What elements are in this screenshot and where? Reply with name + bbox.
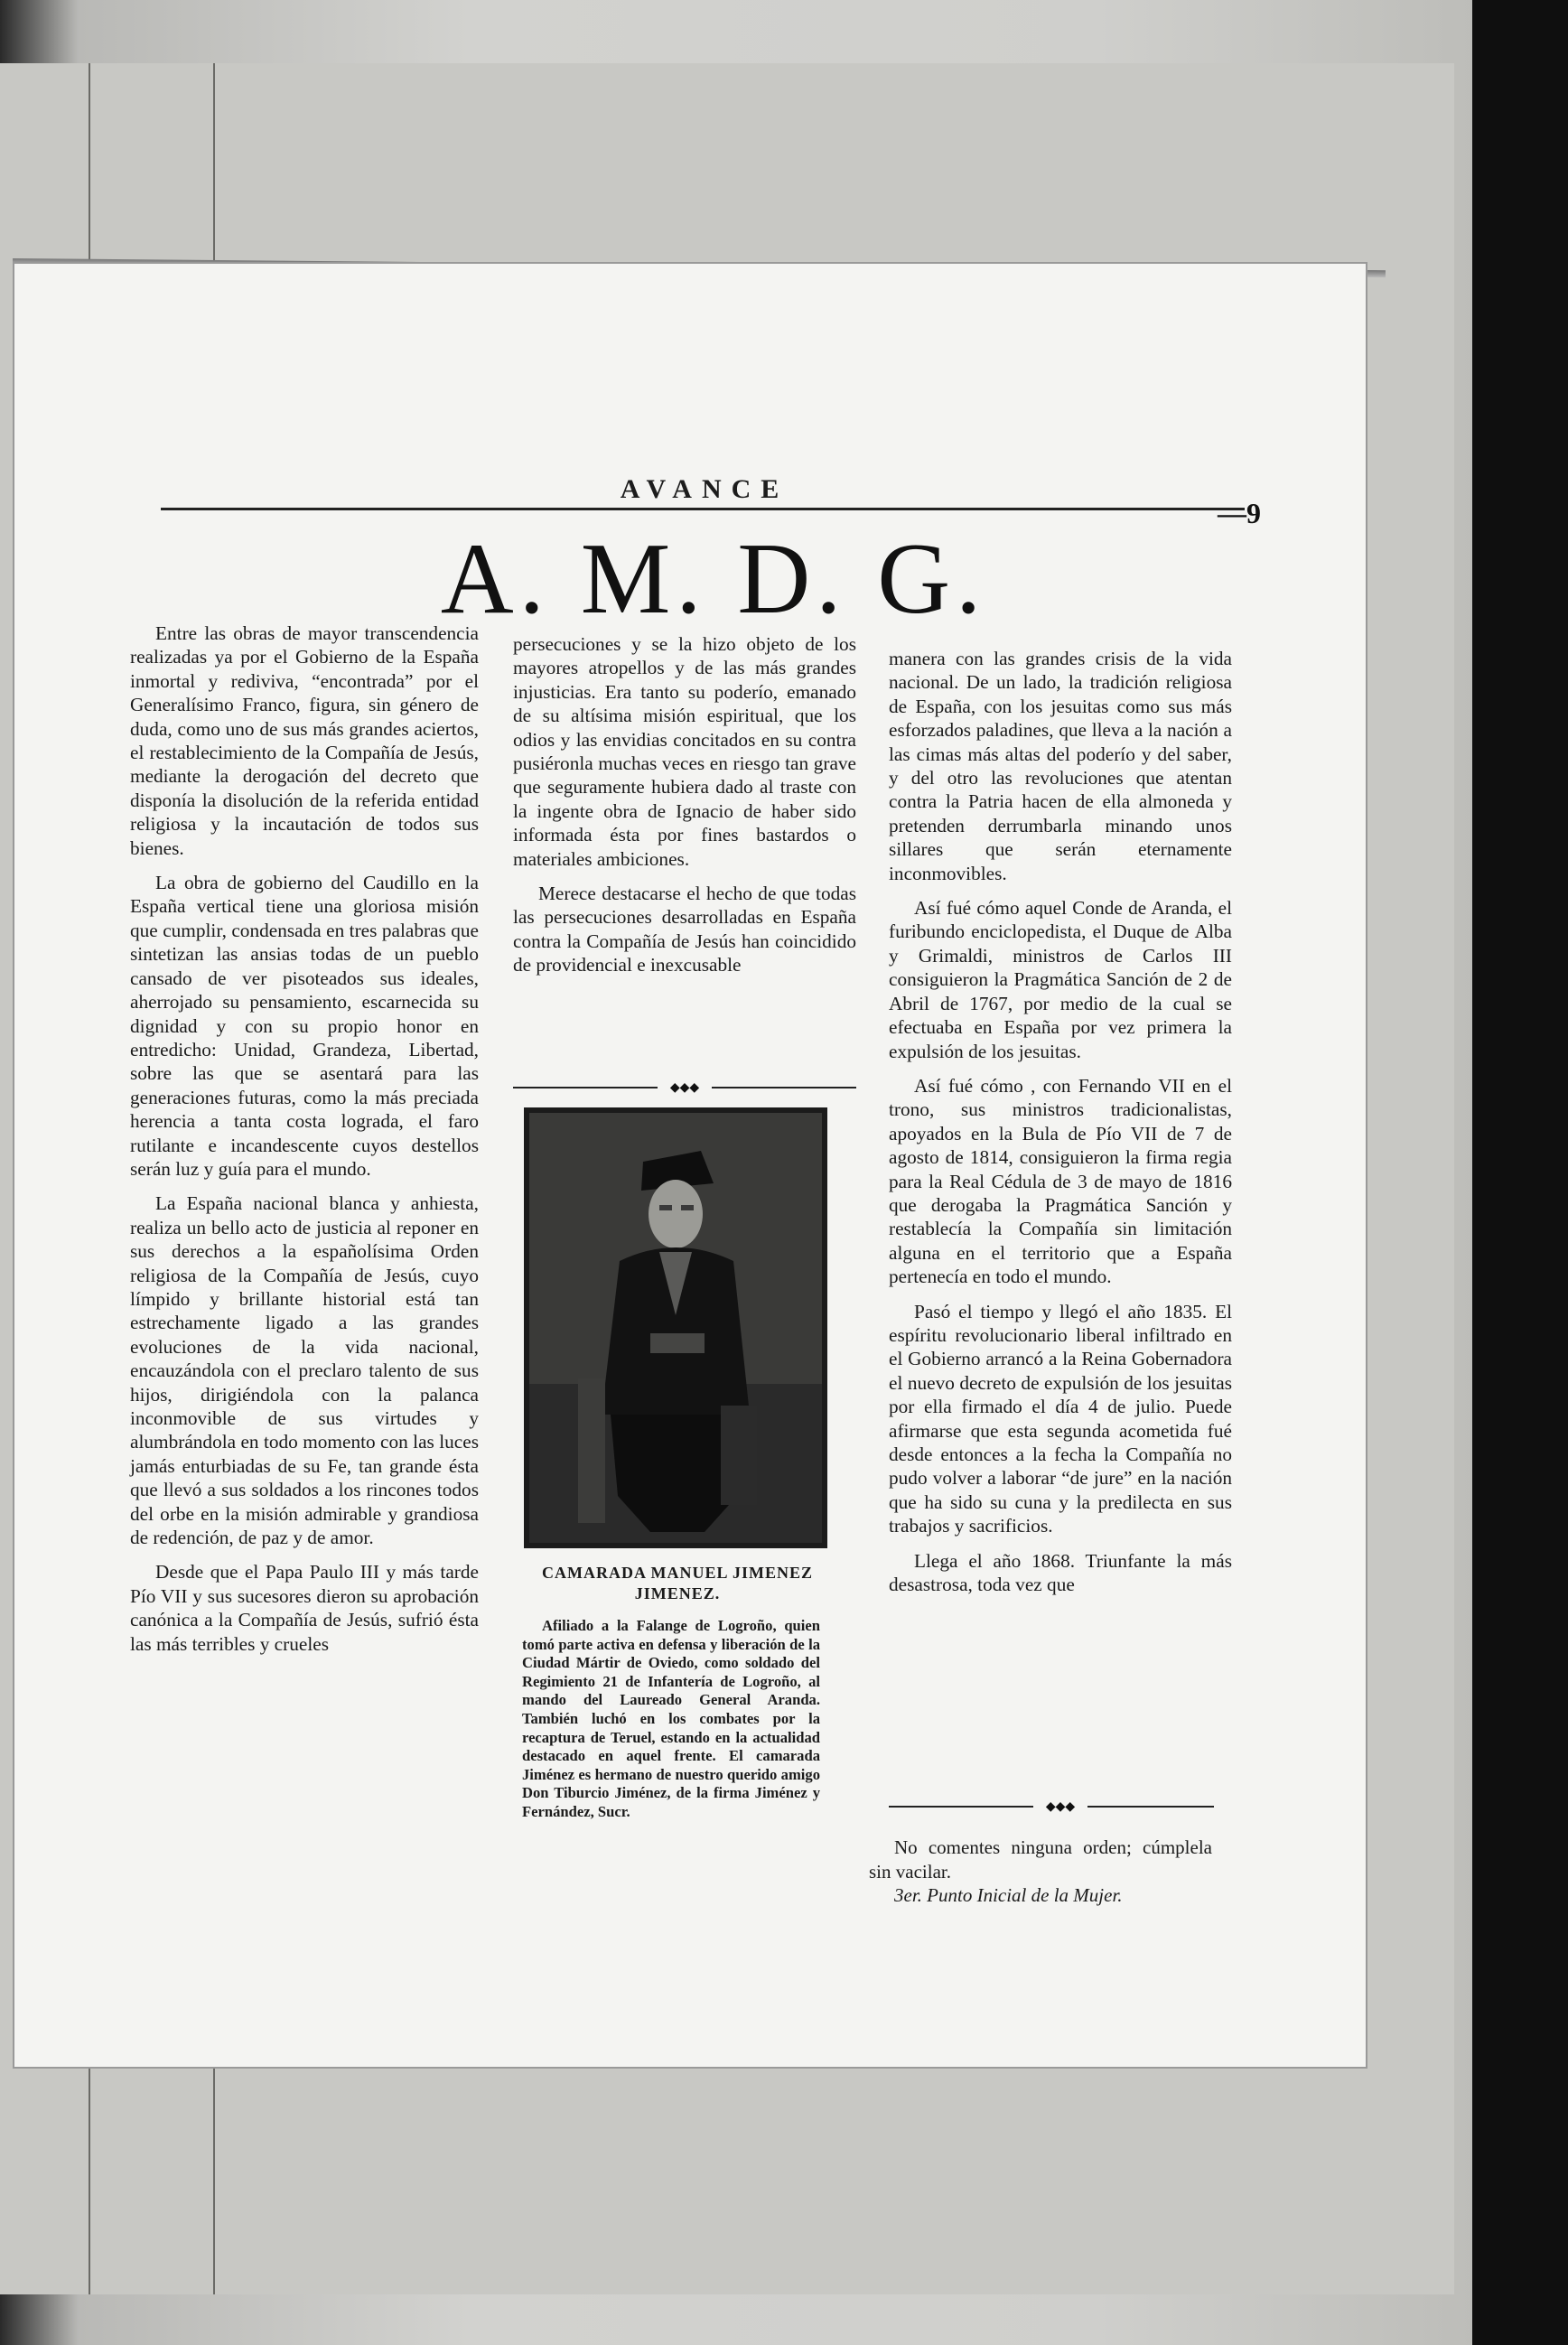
paragraph: Llega el año 1868. Triunfante la más desastrosa, toda vez que: [889, 1549, 1232, 1596]
divider-ornament: ◆◆◆: [658, 1079, 712, 1097]
paragraph: persecuciones y se la hizo objeto de los mayores atropellos y de las más grandes injusticias. Era tanto su poderío, emanado de su altísima misión espiritual, que los odios y las envidias concitados en su contra pusiéronla muchas veces en riesgo tan grave que seguramente hubiera dado al traste con la ingente obra de Ignacio de haber sido informada ésta por fines bastardos o materiales ambiciones.: [513, 633, 856, 870]
soldier-portrait-image: [524, 1107, 827, 1548]
slogan-quote: [869, 1836, 1212, 1908]
portrait-photo: [524, 1107, 827, 1548]
paragraph: Pasó el tiempo y llegó el año 1835. El espíritu revolucionario liberal infiltrado en el Gobierno arrancó a la Reina Gobernadora el nuevo decreto de expulsión de los jesuitas por ella firmado el día 4 de julio. Puede afirmarse que esta segunda acometida fué desde entonces a la fecha la Compañía no pudo volver a laborar “de jure” en la nación que ha sido su cuna y la predilecta en sus trabajos y sacrificios.: [889, 1300, 1232, 1537]
scan-edge-shadow: [1472, 0, 1568, 2345]
article-column-left: [130, 621, 479, 1656]
magazine-title: AVANCE: [596, 474, 813, 505]
paragraph: Desde que el Papa Paulo III y más tarde Pío VII y sus sucesores dieron su aprobación canónica a la Compañía de Jesús, sufrió ésta las más terribles y crueles: [130, 1561, 479, 1655]
quote-text: No comentes ninguna orden; cúmplela sin vacilar.: [869, 1836, 1212, 1883]
header-rule: [161, 508, 1245, 510]
photo-caption-body: Afiliado a la Falange de Logroño, quien tomó parte activa en defensa y liberación de la Ciudad Mártir de Oviedo, como soldado del Regimiento 21 de Infantería de Logroño, al mando del Laureado General Aranda. También luchó en los combates por la recaptura de Teruel, estando en la actualidad destacado en aquel frente. El camarada Jiménez es hermano de nuestro querido amigo Don Tiburcio Jiménez, de la firma Jiménez y Fernández, Sucr.: [522, 1617, 820, 1820]
article-title: A. M. D. G.: [440, 523, 987, 635]
section-divider: [889, 1798, 1214, 1816]
article-column-middle: [513, 632, 856, 977]
page-number: —9: [1218, 497, 1261, 529]
paragraph: Merece destacarse el hecho de que todas las persecuciones desarrolladas en España contra la Compañía de Jesús han coincidido de providencial e inexcusable: [513, 883, 856, 976]
article-column-right: [889, 647, 1232, 1596]
paragraph: La España nacional blanca y anhiesta, realiza un bello acto de justicia al reponer en sus derechos a la españolísima Orden religiosa de la Compañía de Jesús, cuyo límpido y brillante historial está tan estrechamente ligado a las grandes evoluciones de la vida nacional, encauzándola con el preclaro talento de sus hijos, dirigiéndola con la palanca inconmovible de sus virtudes y alumbrándola en todo momento con las luces jamás enturbiadas de su Fe, tan grande ésta que llevó a sus soldados a los rincones todos del orbe en la misión admirable y grandiosa de redención, de paz y de amor.: [130, 1192, 479, 1549]
section-divider: [513, 1079, 856, 1097]
paragraph: Así fué cómo , con Fernando VII en el trono, sus ministros tradicionalistas, apoyados en la Bula de Pío VII de 7 de agosto de 1814, consiguieron la firma regia para la Real Cédula de 3 de mayo de 1816 que derogaba la Pragmática Sanción y restablecía la Compañía sin limitación alguna en el territorio que a España pertenecía en todo el mundo.: [889, 1074, 1232, 1288]
paragraph: Entre las obras de mayor transcendencia realizadas ya por el Gobierno de la España inmortal y rediviva, “encontrada” por el Generalísimo Franco, figura, sin género de duda, como uno de sus más grandes aciertos, el restablecimiento de la Compañía de Jesús, mediante la derogación del decreto que disponía la disolución de la referida entidad religiosa y la incautación de todos sus bienes.: [130, 622, 479, 859]
divider-ornament: ◆◆◆: [1033, 1798, 1087, 1816]
paragraph: manera con las grandes crisis de la vida nacional. De un lado, la tradición religiosa de España, con los jesuitas como sus más esforzados paladines, que lleva a la nación a las cimas más altas del poderío y del saber, y del otro las revoluciones que atentan contra la Patria hacen de ella almoneda y pretenden derrumbarla minando unos sillares que serán eternamente inconmovibles.: [889, 648, 1232, 884]
paragraph: Así fué cómo aquel Conde de Aranda, el furibundo enciclopedista, el Duque de Alba y Grimaldi, ministros de Carlos III consiguieron la Pragmática Sanción de 2 de Abril de 1767, por medio de la cual se efectuaba en España por vez primera la expulsión de los jesuitas.: [889, 897, 1232, 1062]
paragraph: La obra de gobierno del Caudillo en la España vertical tiene una gloriosa misión que cumplir, condensada en tres palabras que sintetizan las ansias todas de un pueblo cansado de ver pisoteados sus ideales, aherrojado su pensamiento, escarnecida su dignidad y con su propio honor en entredicho: Unidad, Grandeza, Libertad, sobre las que se asentará para las generaciones futuras, como la más preciada herencia a tanta costa lograda, el faro rutilante e incandescente cuyos destellos serán luz y guía para el mundo.: [130, 872, 479, 1180]
photo-caption-title: CAMARADA MANUEL JIMENEZ JIMENEZ.: [541, 1564, 813, 1602]
quote-source: 3er. Punto Inicial de la Mujer.: [894, 1884, 1123, 1906]
